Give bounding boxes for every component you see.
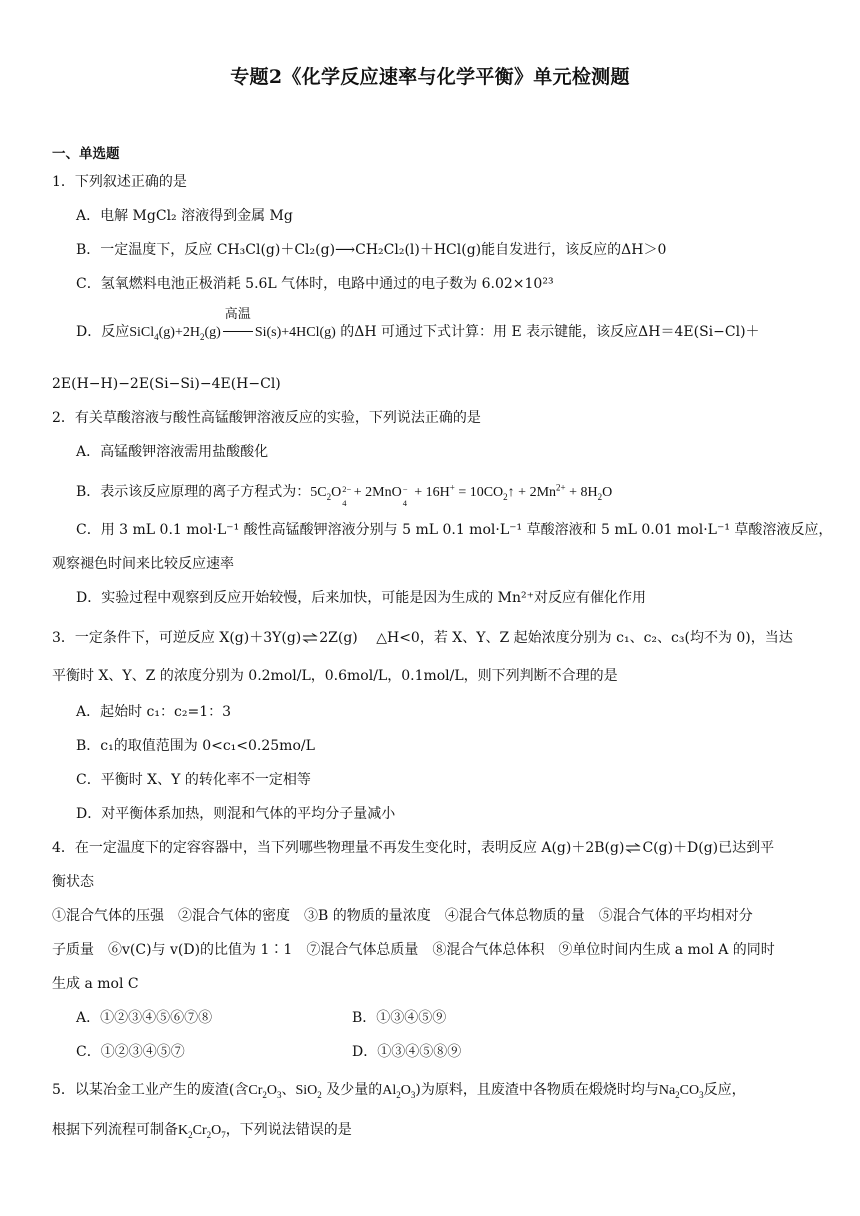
q4-option-b: B．①③④⑤⑨ [352,1010,447,1026]
q1-d-mid: 的ΔH 可通过下式计算：用 E 表示键能，该反应ΔH＝4E(Si−Cl)＋ [340,324,760,340]
section-heading: 一、单选题 [52,146,120,162]
q1-stem: 1．下列叙述正确的是 [52,174,187,190]
q1-option-c: C．氢氧燃料电池正极消耗 5.6L 气体时，电路中通过的电子数为 6.02×10²³ [76,276,554,292]
q3-option-d: D．对平衡体系加热，则混和气体的平均分子量减小 [76,806,396,822]
page-title: 专题2《化学反应速率与化学平衡》单元检测题 [230,66,630,88]
q2-option-d: D．实验过程中观察到反应开始较慢，后来加快，可能是因为生成的 Mn²⁺对反应有催化作用 [76,590,647,606]
q2-option-b [76,482,613,508]
q3-option-c: C．平衡时 X、Y 的转化率不一定相等 [76,772,311,788]
q1-d-equation: $SiCl_4(g)+2H_2(g)$ 高温 Si(s)+4HCl(g) [129,306,336,342]
q4-option-d: D．①③④⑤⑧⑨ [352,1044,462,1060]
q1-option-a: A．电解 MgCl₂ 溶液得到金属 Mg [76,208,293,224]
equilibrium-arrow-icon [302,633,318,643]
q4-stem-line1: 4．在一定温度下的定容容器中，当下列哪些物理量不再发生变化时，表明反应 A(g)＋2B(g) C(g)＋D(g)已达到平 [52,840,775,856]
q1-option-b: B．一定温度下，反应 CH₃Cl(g)＋Cl₂(g)⟶CH₂Cl₂(l)＋HCl(g)能自发进行，该反应的ΔH＞0 [76,242,667,258]
q3-stem-line1: 3．一定条件下，可逆反应 X(g)＋3Y(g) 2Z(g) △H<0，若 X、Y、Z 起始浓度分别为 c₁、c₂、c₃(均不为 0)，当达 [52,630,793,646]
q2-stem: 2．有关草酸溶液与酸性高锰酸钾溶液反应的实验，下列说法正确的是 [52,410,481,426]
q1-d-prefix: D．反应 [76,324,130,340]
q2-b-prefix: B．表示该反应原理的离子方程式为： [76,484,311,500]
q4-items-line2: 子质量 ⑥v(C)与 v(D)的比值为 1∶1 ⑦混合气体总质量 ⑧混合气体总体积 ⑨单位时间内生成 a mol A 的同时 [52,942,775,958]
q3-option-b: B．c₁的取值范围为 0<c₁<0.25mo/L [76,738,315,754]
q4-items-line3: 生成 a mol C [52,976,139,992]
q2-option-c-continued: 观察褪色时间来比较反应速率 [52,556,234,572]
q5-stem-line1: 5．以某冶金工业产生的废渣(含$Cr_2O_3$、SiO$_2$ 及少量的$Al_2O_3$)为原料，且废渣中各物质在煅烧时均与$Na_2CO_3$反应， [52,1082,746,1100]
q4-stem-line2: 衡状态 [52,874,94,890]
q1-option-d [76,306,760,343]
q3-stem-line2: 平衡时 X、Y、Z 的浓度分别为 0.2mol/L，0.6mol/L，0.1mol/L，则下列判断不合理的是 [52,668,618,684]
reaction-condition: 高温 [221,323,255,343]
equilibrium-arrow-icon [625,843,641,853]
q2-option-a: A．高锰酸钾溶液需用盐酸酸化 [76,444,269,460]
q4-option-a: A．①②③④⑤⑥⑦⑧ [76,1010,213,1026]
q1-option-d-continued: 2E(H−H)−2E(Si−Si)−4E(H−Cl) [52,376,281,392]
q5-stem-line2: 根据下列流程可制备$K_2Cr_2O_7$，下列说法错误的是 [52,1122,352,1140]
q2-b-equation: $5C_2O$ 2− 4 + 2MnO − 4 + $16H^+ = 10CO_2↑ + 2Mn^{2+} + 8H_2O$ [310,482,613,508]
q4-items-line1: ①混合气体的压强 ②混合气体的密度 ③B 的物质的量浓度 ④混合气体总物质的量 ⑤混合气体的平均相对分 [52,908,753,924]
q3-option-a: A．起始时 c₁：c₂=1：3 [76,704,232,720]
q4-option-c: C．①②③④⑤⑦ [76,1044,185,1060]
q2-option-c: C．用 3 mL 0.1 mol·L⁻¹ 酸性高锰酸钾溶液分别与 5 mL 0.1 mol·L⁻¹ 草酸溶液和 5 mL 0.01 mol·L⁻¹ 草酸溶液反应， [76,522,833,538]
